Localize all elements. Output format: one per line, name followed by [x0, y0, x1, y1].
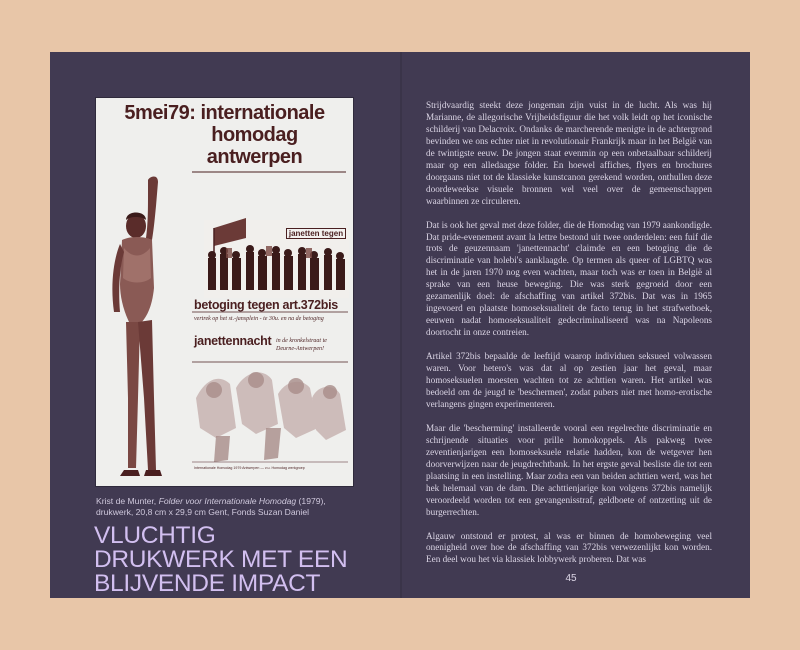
paragraph-2: Dat is ook het geval met deze folder, die de Homodag van 1979 aankondigde. Dat pride-evenement avant la lettre bestond uit twee onderdelen: een fuif die trots de geuzennaam 'janettennacht' claimde en een betoging die de discriminatie van holebi's aanklaagde. Op termen als queer of LGBTQ was het in de jaren 1970 nog even wachten, maar toch was er toen in België al sprake van een heuse beweging. Die was sterk gegroeid door een gezamenlijk doel: de afschaffing van artikel 372bis. Dat was in 1965 ingevoerd en plaatste homoseksualiteit de facto terug in het strafwetboek, eeuwen nadat homoseksualiteit gedecriminaliseerd was na Napoleons doortocht in onze contreien.	[426, 219, 712, 338]
poster-image	[96, 98, 353, 486]
poster-note-location: in de kronkelstraat te Deurne-Antwerpen!	[276, 338, 327, 352]
paragraph-5: Algauw ontstond er protest, al was er binnen de homobeweging veel onenigheid over hoe de afschaffing van 372bis verwezenlijkt kon worden. Een deel wou het via klassiek lobbywerk proberen. Dat was	[426, 530, 712, 565]
caption-details: drukwerk, 20,8 cm x 29,9 cm Gent, Fonds Suzan Daniel	[96, 507, 310, 517]
protest-sign: janetten tegen	[286, 228, 346, 239]
paragraph-3: Artikel 372bis bepaalde de leeftijd waarop individuen seksueel volwassen waren. Voor hetero's was dat al op zestien jaar het geval, maar homoseksuelen moesten wachten tot ze achttien waren. Het artikel was bedoeld om de jeugd te 'beschermen', zodat pubers niet met homo-erotische verlangens gingen experimenteren.	[426, 351, 712, 409]
headline-line2: DRUKWERK MET EEN	[94, 546, 348, 573]
poster-title-line1: 5mei79: internationale	[124, 102, 325, 124]
paragraph-1: Strijdvaardig steekt deze jongeman zijn vuist in de lucht. Als was hij Marianne, de allegorische Vrijheidsfiguur die het volk leidt op het iconische schilderij van Delacroix. Ondanks de marcherende menigte in de achtergrond bevinden we ons echter niet in revolutionair Frankrijk maar in het België van de twintigste eeuw. De jongen staat evenmin op een onbetaalbaar schilderij maar op een alledaagse folder. En hoewel affiches, flyers en brochures doorgaans niet tot de klassieke kunstcanon gerekend worden, onthullen deze doordeweekse visuele bronnen wel veel over de gemeenschappen waarbinnen ze circuleren.	[426, 100, 712, 206]
page-number: 45	[565, 573, 577, 584]
poster-note-vertrek: vertrek op het st.-jansplein - te 30u. en na de betoging	[194, 316, 324, 322]
poster-slogan-betoging: betoging tegen art.372bis	[194, 298, 338, 312]
headline-line1: VLUCHTIG	[94, 522, 216, 549]
caption-year: (1979),	[296, 496, 326, 506]
poster-title-line2: homodag	[211, 124, 298, 146]
caption-work-title: Folder voor Internationale Homodag	[158, 496, 297, 506]
section-headline	[94, 524, 394, 596]
caption-author: Krist de Munter,	[96, 496, 159, 506]
poster-slogan-janettennacht: janettennacht	[194, 334, 272, 348]
body-text	[426, 100, 712, 578]
headline-line3: BLIJVENDE IMPACT	[94, 570, 321, 597]
poster-imprint: Internationale Homodag 1979 Antwerpen — v.u. Homodag werkgroep	[194, 466, 305, 470]
paragraph-4: Maar die 'bescherming' installeerde vooral een regelrechte discriminatie en schrijnende situaties voor prille homokoppels. Als pakweg twee zeventienjarigen een homoseksuele relatie hadden, kon de wetgever hen doorverwijzen naar de jeugdrechtbank. In het ergste geval besliste die tot een plaatsing in een instelling. Maar zodra een van beiden achttien werd, was het hek helemaal van de dam. Die achttienjarige kon volgens 372bis namelijk veroordeeld worden tot een gevangenisstraf, geldboete of ontzetting uit de burgerrechten.	[426, 422, 712, 517]
poster-title-line3: antwerpen	[206, 146, 303, 168]
page-gutter	[400, 52, 402, 598]
book-spread	[50, 52, 750, 598]
image-caption	[96, 496, 346, 518]
